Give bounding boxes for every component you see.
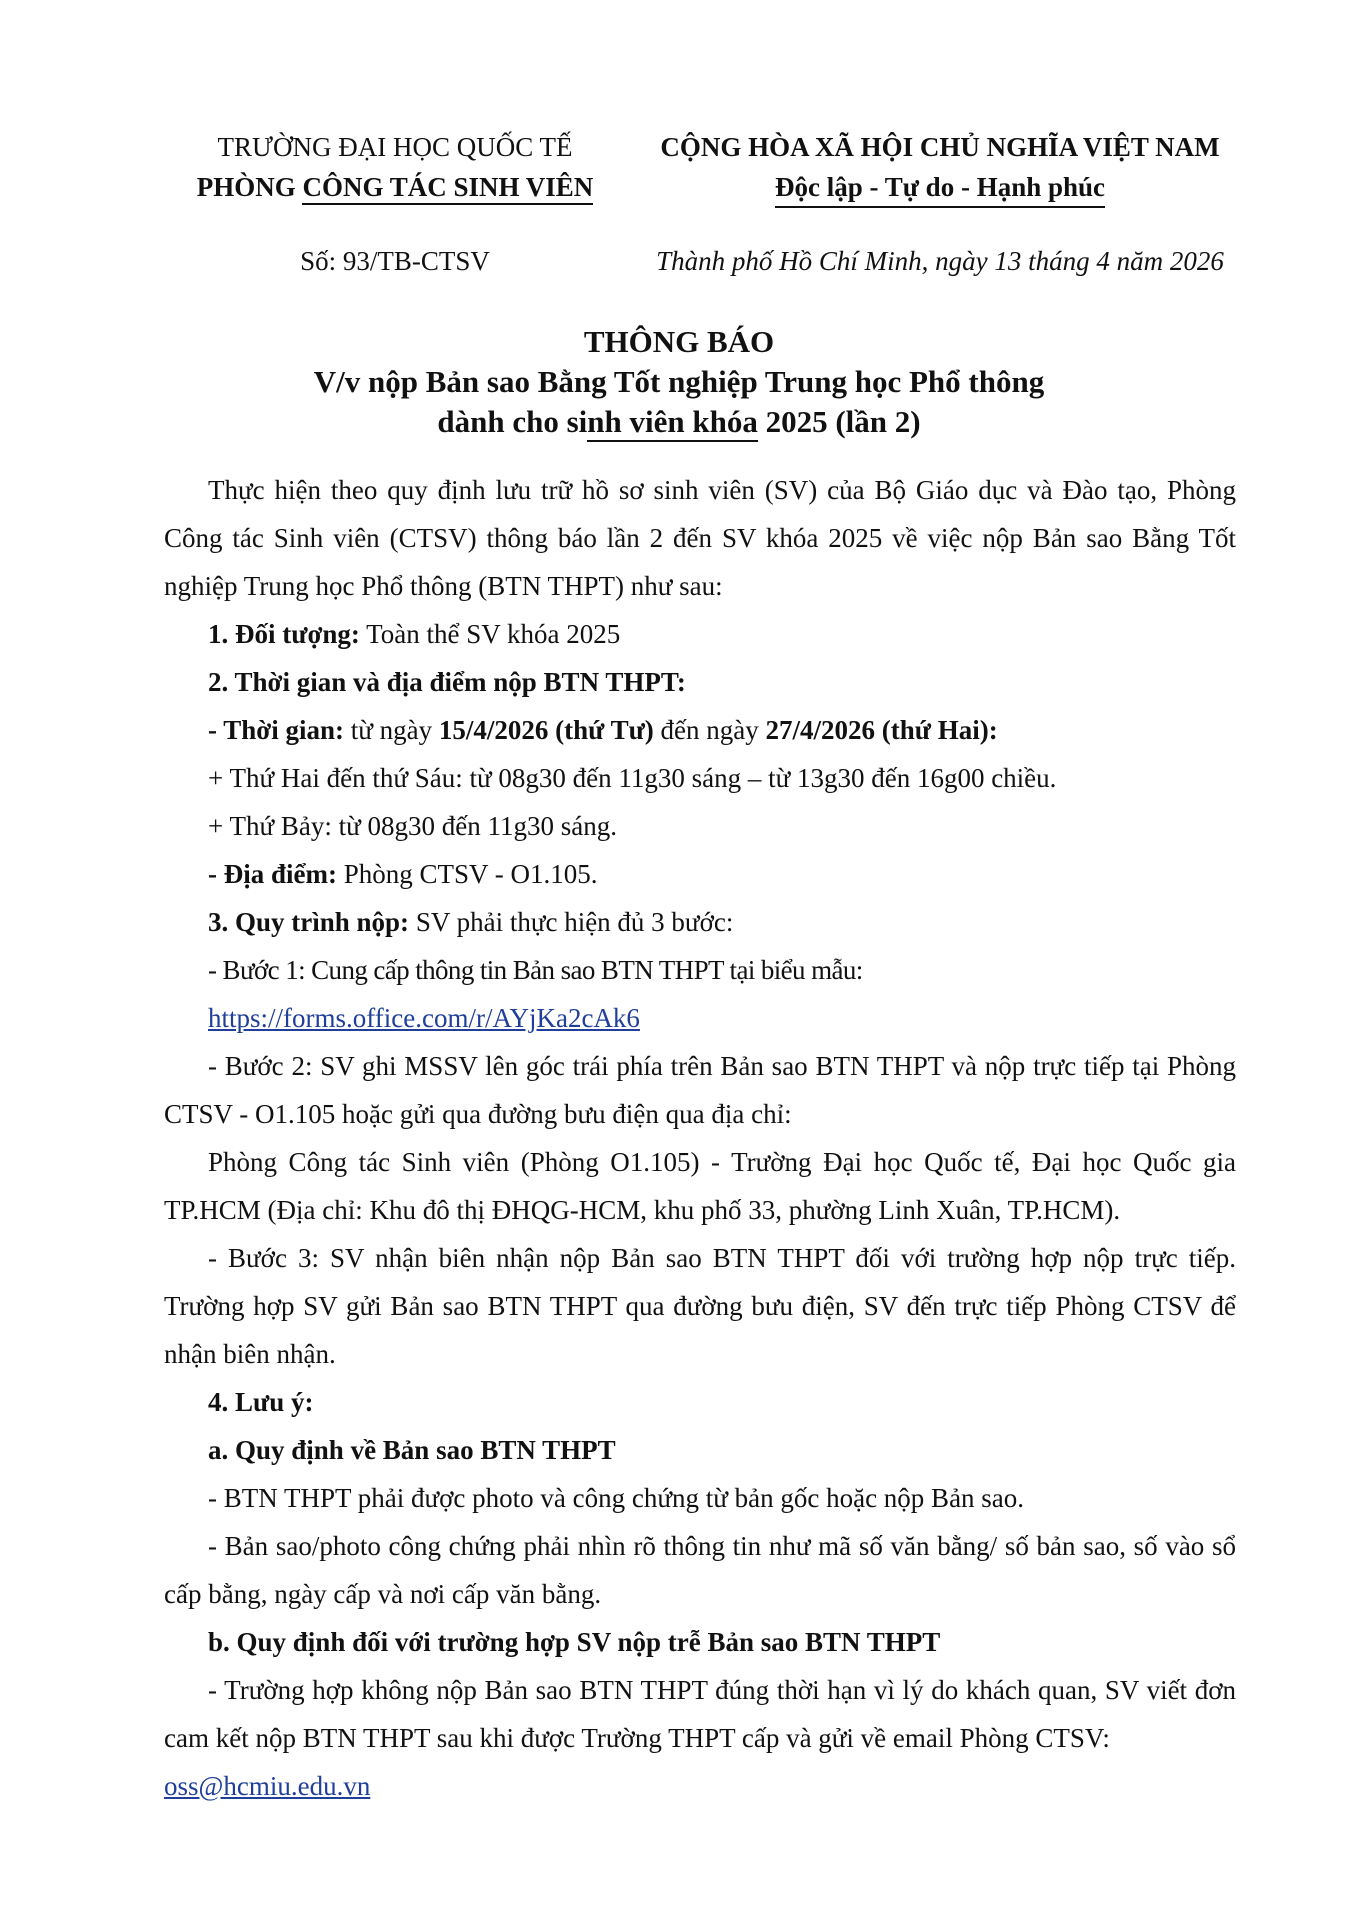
form-link[interactable]: https://forms.office.com/r/AYjKa2cAk6 bbox=[208, 1003, 640, 1033]
issuing-unit bbox=[170, 127, 620, 207]
document-number: Số: 93/TB-CTSV bbox=[300, 246, 490, 276]
section-4a-rule-1: - BTN THPT phải được photo và công chứng từ bản gốc hoặc nộp Bản sao. bbox=[208, 1483, 1025, 1513]
place-date: Thành phố Hồ Chí Minh, ngày 13 tháng 4 năm 2026 bbox=[656, 246, 1224, 276]
schedule-weekdays: + Thứ Hai đến thứ Sáu: từ 08g30 đến 11g30 sáng – từ 13g30 đến 16g00 chiều. bbox=[208, 763, 1057, 793]
national-heading bbox=[640, 127, 1240, 208]
postal-address: Phòng Công tác Sinh viên (Phòng O1.105) - Trường Đại học Quốc tế, Đại học Quốc gia TP.HCM (Địa chỉ: Khu đô thị ĐHQG-HCM, khu phố 33, phường Linh Xuân, TP.HCM). bbox=[164, 1147, 1236, 1225]
section-4-heading: 4. Lưu ý: bbox=[208, 1387, 314, 1417]
title-line-3: dành cho sinh viên khóa 2025 (lần 2) bbox=[0, 402, 1358, 442]
country-name: CỘNG HÒA XÃ HỘI CHỦ NGHĨA VIỆT NAM bbox=[660, 132, 1220, 162]
section-4a-rule-2: - Bản sao/photo công chứng phải nhìn rõ thông tin như mã số văn bằng/ số bản sao, số vào sổ cấp bằng, ngày cấp và nơi cấp văn bằng. bbox=[164, 1531, 1236, 1609]
national-motto: Độc lập - Tự do - Hạnh phúc bbox=[775, 170, 1105, 208]
document-title bbox=[0, 322, 1358, 442]
location-line: - Địa điểm: Phòng CTSV - O1.105. bbox=[208, 859, 598, 889]
university-name: TRƯỜNG ĐẠI HỌC QUỐC TẾ bbox=[217, 132, 573, 162]
section-3: 3. Quy trình nộp: SV phải thực hiện đủ 3 bước: bbox=[208, 907, 734, 937]
title-line-2: V/v nộp Bản sao Bằng Tốt nghiệp Trung học Phổ thông bbox=[313, 364, 1045, 399]
title-line-1: THÔNG BÁO bbox=[583, 324, 775, 359]
document-header bbox=[0, 127, 1358, 207]
email-link[interactable]: oss@hcmiu.edu.vn bbox=[164, 1771, 371, 1801]
department-name: PHÒNG CÔNG TÁC SINH VIÊN bbox=[170, 167, 620, 207]
schedule-saturday: + Thứ Bảy: từ 08g30 đến 11g30 sáng. bbox=[208, 811, 617, 841]
intro-paragraph: Thực hiện theo quy định lưu trữ hồ sơ sinh viên (SV) của Bộ Giáo dục và Đào tạo, Phòng Công tác Sinh viên (CTSV) thông báo lần 2 đến SV khóa 2025 về việc nộp Bản sao Bằng Tốt nghiệp Trung học Phổ thông (BTN THPT) như sau: bbox=[164, 475, 1236, 601]
document-body bbox=[164, 466, 1236, 1810]
time-line: - Thời gian: từ ngày 15/4/2026 (thứ Tư) đến ngày 27/4/2026 (thứ Hai): bbox=[208, 715, 998, 745]
step-3: - Bước 3: SV nhận biên nhận nộp Bản sao BTN THPT đối với trường hợp nộp trực tiếp. Trường hợp SV gửi Bản sao BTN THPT qua đường bưu điện, SV đến trực tiếp Phòng CTSV để nhận biên nhận. bbox=[164, 1243, 1236, 1369]
section-2-heading: 2. Thời gian và địa điểm nộp BTN THPT: bbox=[208, 667, 686, 697]
form-link-line bbox=[164, 994, 1236, 1042]
step-2: - Bước 2: SV ghi MSSV lên góc trái phía trên Bản sao BTN THPT và nộp trực tiếp tại Phòng CTSV - O1.105 hoặc gửi qua đường bưu điện qua địa chỉ: bbox=[164, 1051, 1236, 1129]
section-1: 1. Đối tượng: Toàn thể SV khóa 2025 bbox=[208, 619, 621, 649]
section-4b-heading: b. Quy định đối với trường hợp SV nộp trễ Bản sao BTN THPT bbox=[208, 1627, 941, 1657]
section-4a-heading: a. Quy định về Bản sao BTN THPT bbox=[208, 1435, 616, 1465]
section-4b-rule-1: - Trường hợp không nộp Bản sao BTN THPT đúng thời hạn vì lý do khách quan, SV viết đơn cam kết nộp BTN THPT sau khi được Trường THPT cấp và gửi về email Phòng CTSV: bbox=[164, 1675, 1236, 1753]
email-line bbox=[164, 1762, 1236, 1810]
step-1: - Bước 1: Cung cấp thông tin Bản sao BTN THPT tại biểu mẫu: bbox=[208, 955, 863, 985]
